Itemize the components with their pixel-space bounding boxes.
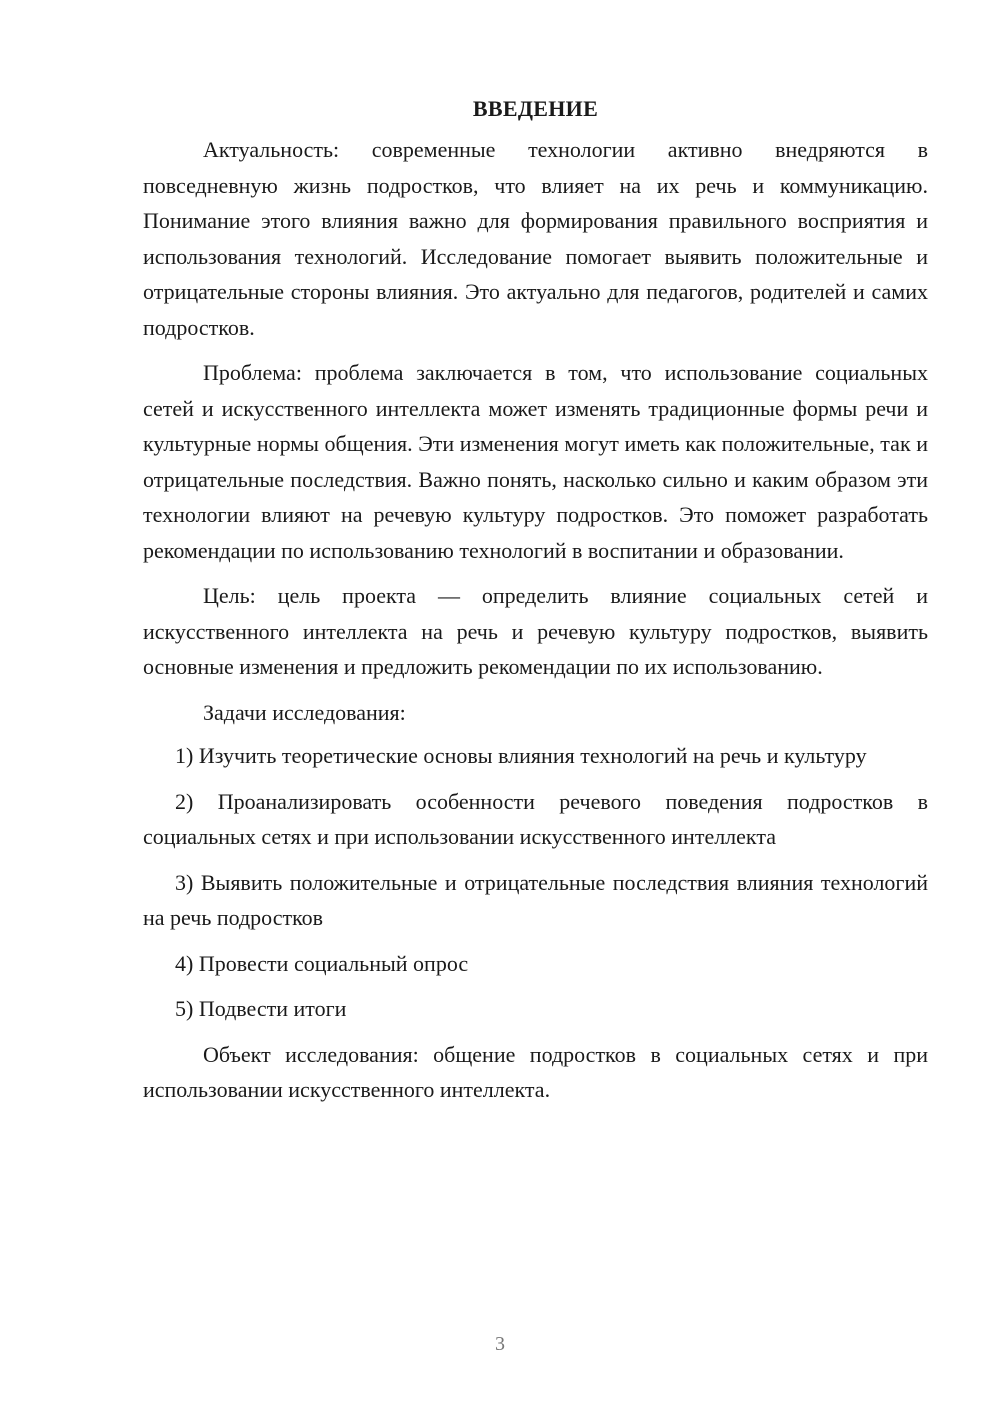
task-item: 3) Выявить положительные и отрицательные последствия влияния технологий на речь подростков bbox=[143, 869, 928, 930]
task-item: 5) Подвести итоги bbox=[175, 996, 347, 1021]
goal-paragraph: Цель: цель проекта — определить влияние социальных сетей и искусственного интеллекта на речь и речевую культуру подростков, выявить основные изменения и предложить рекомендации по их использованию. bbox=[143, 583, 928, 679]
task-item: 4) Провести социальный опрос bbox=[175, 950, 469, 976]
tasks-heading: Задачи исследования: bbox=[203, 699, 406, 725]
document-page bbox=[143, 94, 928, 1118]
task-item: 2) Проанализировать особенности речевого поведения подростков в социальных сетях и при использовании искусственного интеллекта bbox=[143, 788, 928, 849]
page-number: 3 bbox=[495, 1333, 505, 1355]
task-item: 1) Изучить теоретические основы влияния технологий на речь и культуру bbox=[175, 743, 867, 768]
section-title: ВВЕДЕНИЕ bbox=[472, 96, 599, 121]
relevance-paragraph: Актуальность: современные технологии активно внедряются в повседневную жизнь подростков, что влияет на их речь и коммуникацию. Понимание этого влияния важно для формирования правильного восприятия и использования технологий. Исследование помогает выявить положительные и отрицательные стороны влияния. Это актуально для педагогов, родителей и самих подростков. bbox=[143, 137, 928, 340]
object-paragraph: Объект исследования: общение подростков в социальных сетях и при использовании искусственного интеллекта. bbox=[143, 1041, 928, 1102]
problem-paragraph: Проблема: проблема заключается в том, что использование социальных сетей и искусственного интеллекта может изменять традиционные формы речи и культурные нормы общения. Эти изменения могут иметь как положительные, так и отрицательные последствия. Важно понять, насколько сильно и каким образом эти технологии влияют на речевую культуру подростков. Это поможет разработать рекомендации по использованию технологий в воспитании и образовании. bbox=[143, 360, 928, 563]
